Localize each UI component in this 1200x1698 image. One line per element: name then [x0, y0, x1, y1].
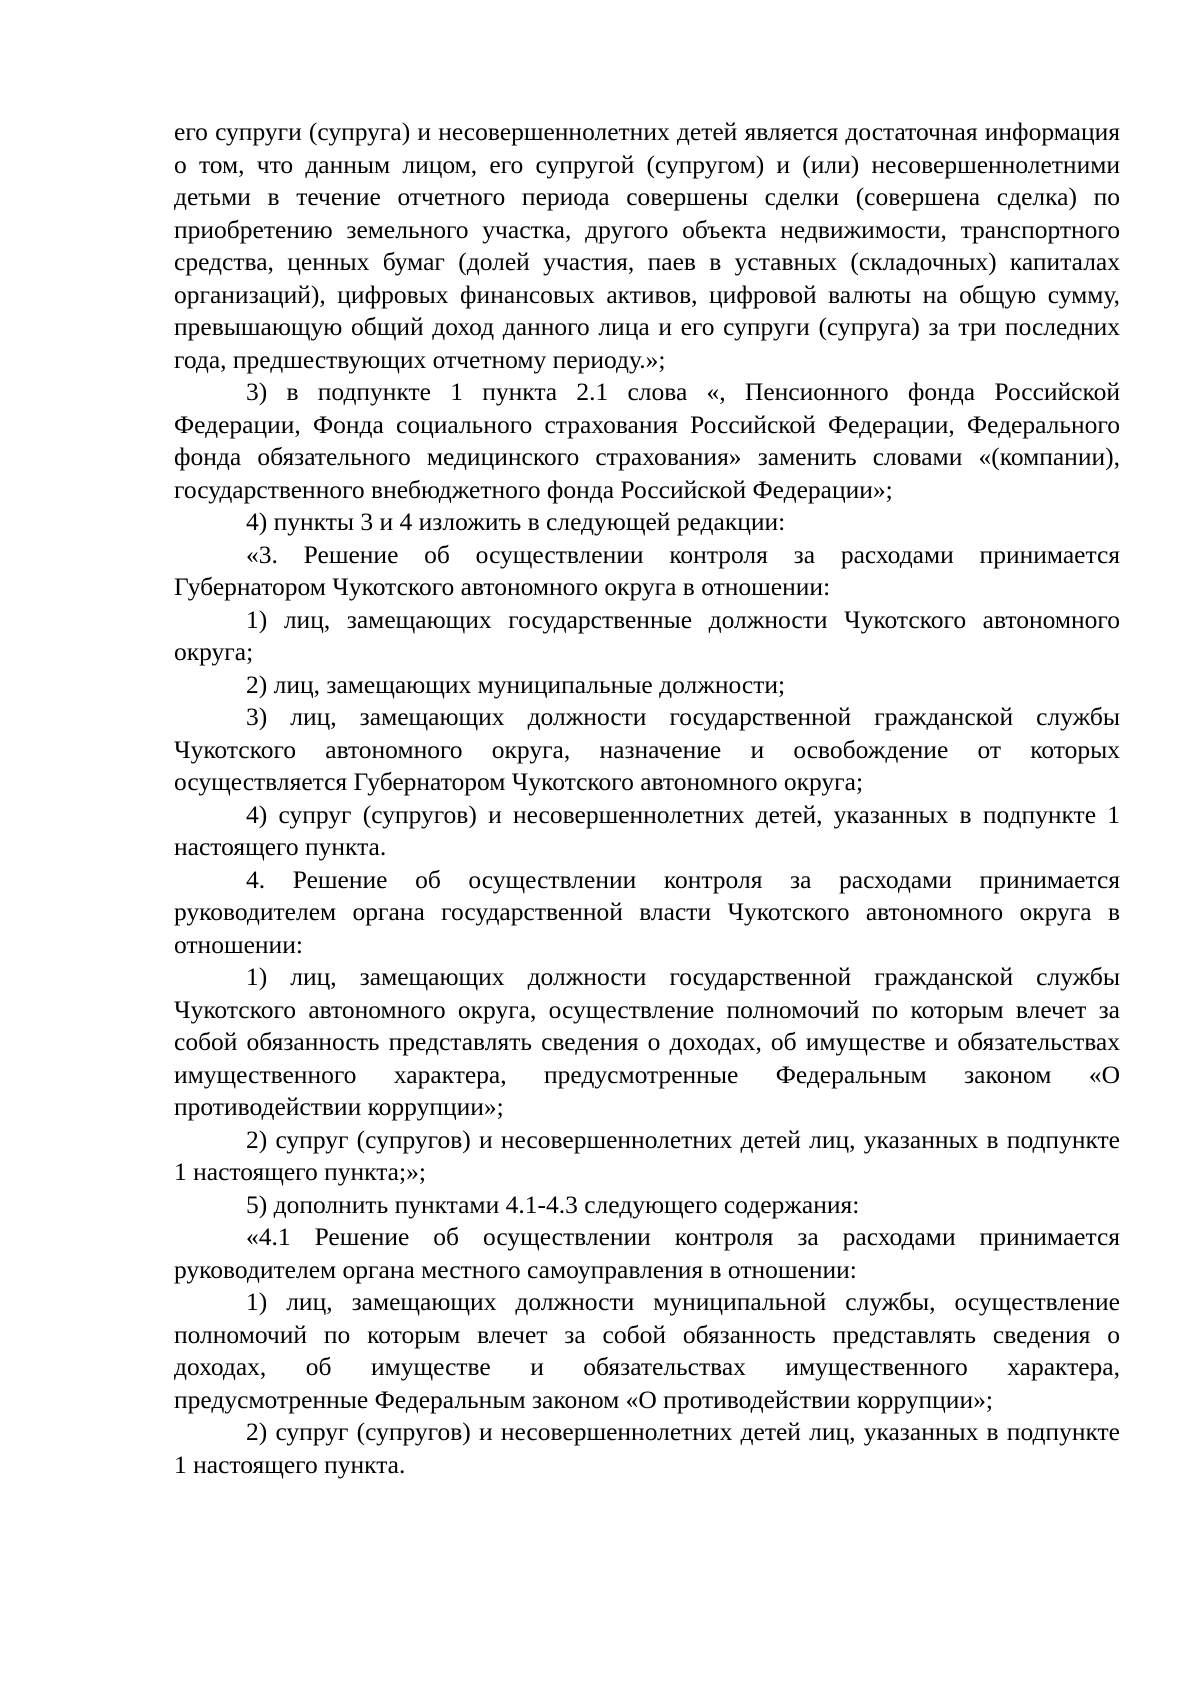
paragraph-point-3-sub-1: 1) лиц, замещающих государственные должности Чукотского автономного округа;: [174, 604, 1120, 666]
paragraph-point-3-sub-4: 4) супруг (супругов) и несовершеннолетних детей, указанных в подпункте 1 настоящего пункта.: [174, 799, 1120, 861]
paragraph-continuation: его супруги (супруга) и несовершеннолетних детей является достаточная информация о том, что данным лицом, его супругой (супругом) и (или) несовершеннолетними детьми в течение отчетного периода совершены сделки (совершена сделка) по приобретению земельного участка, другого объекта недвижимости, транспортного средства, ценных бумаг (долей участия, паев в уставных (складочных) капиталах организаций), цифровых финансовых активов, цифровой валюты на общую сумму, превышающую общий доход данного лица и его супруги (супруга) за три последних года, предшествующих отчетному периоду.»;: [174, 117, 1120, 374]
paragraph-item-5: 5) дополнить пунктами 4.1-4.3 следующего содержания:: [246, 1189, 860, 1219]
paragraph-point-3-sub-2: 2) лиц, замещающих муниципальные должности;: [246, 669, 786, 699]
paragraph-point-3-sub-3: 3) лиц, замещающих должности государственной гражданской службы Чукотского автономного округа, назначение и освобождение от которых осуществляется Губернатором Чукотского автономного округа;: [174, 702, 1120, 796]
paragraph-item-4: 4) пункты 3 и 4 изложить в следующей редакции:: [246, 507, 786, 536]
paragraph-point-4-sub-2: 2) супруг (супругов) и несовершеннолетних детей лиц, указанных в подпункте 1 настоящего пункта;»;: [174, 1124, 1120, 1186]
paragraph-item-3: 3) в подпункте 1 пункта 2.1 слова «, Пенсионного фонда Российской Федерации, Фонда социального страхования Российской Федерации, Федерального фонда обязательного медицинского страхования» заменить словами «(компании), государственного внебюджетного фонда Российской Федерации»;: [174, 377, 1120, 504]
paragraph-point-4-sub-1: 1) лиц, замещающих должности государственной гражданской службы Чукотского автономного округа, осуществление полномочий по которым влечет за собой обязанность представлять сведения о доходах, об имуществе и обязательствах имущественного характера, предусмотренные Федеральным законом «О противодействии коррупции»;: [174, 962, 1120, 1121]
document-body: [174, 116, 1120, 1481]
paragraph-point-4: 4. Решение об осуществлении контроля за расходами принимается руководителем органа государственной власти Чукотского автономного округа в отношении:: [174, 864, 1120, 959]
paragraph-point-3: «3. Решение об осуществлении контроля за расходами принимается Губернатором Чукотского автономного округа в отношении:: [174, 539, 1120, 601]
paragraph-point-4-1-sub-1: 1) лиц, замещающих должности муниципальной службы, осуществление полномочий по которым влечет за собой обязанность представлять сведения о доходах, об имуществе и обязательствах имущественного характера, предусмотренные Федеральным законом «О противодействии коррупции»;: [174, 1287, 1120, 1414]
paragraph-point-4-1-sub-2: 2) супруг (супругов) и несовершеннолетних детей лиц, указанных в подпункте 1 настоящего пункта.: [174, 1417, 1120, 1479]
paragraph-point-4-1: «4.1 Решение об осуществлении контроля за расходами принимается руководителем органа местного самоуправления в отношении:: [174, 1222, 1120, 1284]
